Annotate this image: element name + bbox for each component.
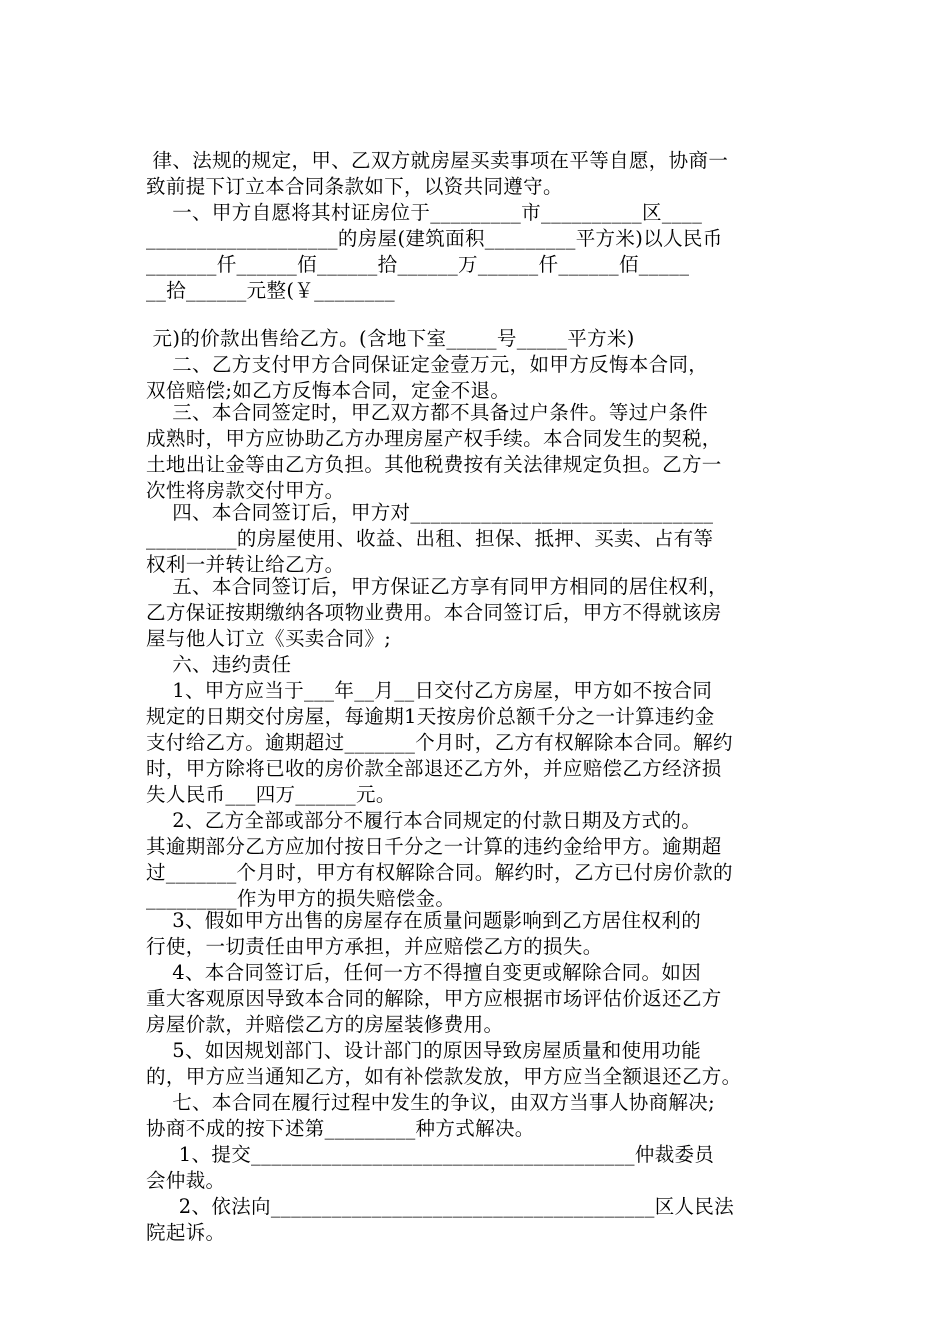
- contract-line: 屋与他人订立《买卖合同》;: [146, 627, 392, 650]
- contract-line: 院起诉。: [146, 1221, 226, 1244]
- contract-line: 2、乙方全部或部分不履行本合同规定的付款日期及方式的。: [146, 809, 702, 832]
- contract-line: 二、乙方支付甲方合同保证定金壹万元，如甲方反悔本合同，: [146, 353, 709, 376]
- contract-line: 过_______个月时，甲方有权解除合同。解约时，乙方已付房价款的: [146, 861, 733, 884]
- contract-line: 4、本合同签订后，任何一方不得擅自变更或解除合同。如因: [146, 961, 702, 984]
- contract-line: 次性将房款交付甲方。: [146, 479, 345, 502]
- contract-line: ___________________的房屋(建筑面积_________平方米)以人民币: [146, 227, 723, 250]
- contract-line: 四、本合同签订后，甲方对______________________________: [146, 501, 714, 524]
- contract-line: 失人民币___四万______元。: [146, 783, 396, 806]
- contract-line: 乙方保证按期缴纳各项物业费用。本合同签订后，甲方不得就该房: [146, 601, 722, 624]
- contract-line: _________的房屋使用、收益、出租、担保、抵押、买卖、占有等: [146, 527, 714, 550]
- contract-line: __拾______元整(￥________: [146, 279, 395, 302]
- contract-line: 1、提交______________________________________仲裁委员: [146, 1143, 715, 1166]
- contract-line: 致前提下订立本合同条款如下，以资共同遵守。: [146, 175, 563, 198]
- contract-line: 元)的价款出售给乙方。(含地下室_____号_____平方米): [146, 327, 635, 350]
- contract-line: 五、本合同签订后，甲方保证乙方享有同甲方相同的居住权利，: [146, 575, 728, 598]
- contract-line: 三、本合同签定时，甲乙双方都不具备过户条件。等过户条件: [146, 401, 709, 424]
- contract-line: 时，甲方除将已收的房价款全部退还乙方外，并应赔偿乙方经济损: [146, 757, 722, 780]
- contract-line: 一、甲方自愿将其村证房位于_________市__________区____: [146, 201, 703, 224]
- contract-line: 双倍赔偿;如乙方反悔本合同，定金不退。: [146, 379, 511, 402]
- contract-line: 协商不成的按下述第_________种方式解决。: [146, 1117, 535, 1140]
- contract-line: 权利一并转让给乙方。: [146, 553, 345, 576]
- contract-line: 会仲裁。: [146, 1169, 226, 1192]
- contract-line: 六、违约责任: [146, 653, 292, 676]
- contract-line: 重大客观原因导致本合同的解除，甲方应根据市场评估价返还乙方: [146, 987, 722, 1010]
- contract-line: 律、法规的规定，甲、乙双方就房屋买卖事项在平等自愿，协商一: [146, 149, 729, 172]
- contract-line: 房屋价款，并赔偿乙方的房屋装修费用。: [146, 1013, 504, 1036]
- contract-line: 1、甲方应当于___年__月__日交付乙方房屋，甲方如不按合同: [146, 679, 713, 702]
- contract-line: _________作为甲方的损失赔偿金。: [146, 887, 456, 910]
- contract-line: 2、依法向______________________________________区人民法: [146, 1195, 735, 1218]
- contract-line: 行使，一切责任由甲方承担，并应赔偿乙方的损失。: [146, 935, 603, 958]
- contract-line: 支付给乙方。逾期超过_______个月时，乙方有权解除本合同。解约: [146, 731, 733, 754]
- contract-line: 土地出让金等由乙方负担。其他税费按有关法律规定负担。乙方一: [146, 453, 722, 476]
- contract-line: 的，甲方应当通知乙方，如有补偿款发放，甲方应当全额退还乙方。: [146, 1065, 742, 1088]
- contract-line: 其逾期部分乙方应加付按日千分之一计算的违约金给甲方。逾期超: [146, 835, 722, 858]
- contract-line: 3、假如甲方出售的房屋存在质量问题影响到乙方居住权利的: [146, 909, 702, 932]
- contract-line: _______仟______佰______拾______万______仟______佰_____: [146, 253, 690, 276]
- contract-line: 规定的日期交付房屋，每逾期1天按房价总额千分之一计算违约金: [146, 705, 715, 728]
- contract-line: 七、本合同在履行过程中发生的争议，由双方当事人协商解决;: [146, 1091, 716, 1114]
- contract-line: 成熟时，甲方应协助乙方办理房屋产权手续。本合同发生的契税，: [146, 427, 722, 450]
- contract-line: 5、如因规划部门、设计部门的原因导致房屋质量和使用功能: [146, 1039, 702, 1062]
